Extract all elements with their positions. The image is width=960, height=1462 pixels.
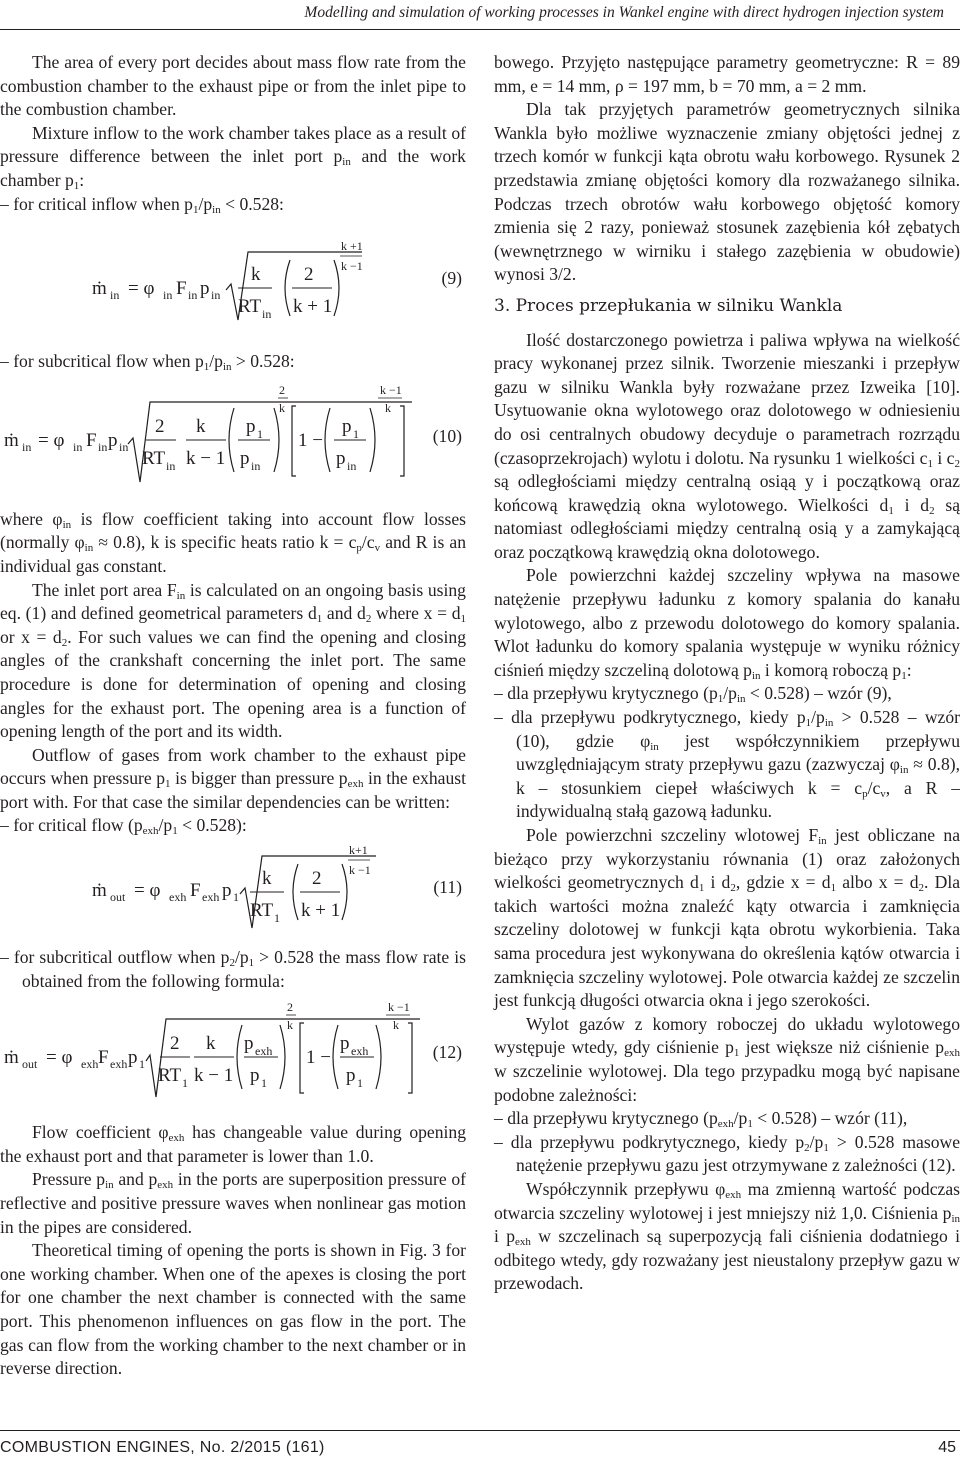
section-heading: 3. Proces przepłukania w silniku Wankla	[494, 295, 843, 316]
svg-text:k: k	[393, 1018, 399, 1033]
svg-text:p: p	[128, 1047, 138, 1069]
svg-text:ṁ: ṁ	[92, 278, 107, 300]
paragraph: Dla tak przyjętych parametrów geometrycznych silnika Wankla było możliwe wyznaczenie zmiany objętości jednej z trzech komór w funkcji kąta obrotu wału korbowego. Rysunek 2 przedstawia zmianę objętości komory dla rozważanego silnika. Podczas trzech obrotów wału korbowego objętość komory zmienia się 2 razy, ponieważ stosunek zazębienia kół zębatych (wewnętrznego w wirniku i stałego zazębienia w obudowie) wynosi 3/2.	[494, 99, 960, 285]
paragraph: bowego. Przyjęto następujące parametry geometryczne: R = 89 mm, e = 14 mm, ρ = 197 mm, b = 70 mm, a = 2 mm.	[494, 52, 960, 96]
svg-text:1: 1	[261, 1076, 267, 1091]
list-item: – for critical inflow when $p_1/p_{in} < 0.528$:	[0, 193, 284, 216]
svg-text:k+1: k+1	[349, 843, 368, 858]
svg-text:1: 1	[233, 890, 239, 905]
equation-number: (10)	[432, 425, 462, 446]
list-item: – dla przepływu krytycznego $(p_1/p_{in} < 0.528)$ – wzór (9),	[494, 683, 892, 706]
svg-text:k: k	[287, 1018, 293, 1033]
svg-text:exh: exh	[351, 1044, 369, 1059]
paragraph: Pole powierzchni szczeliny wlotowej $F_{in}$ jest obliczane na bieżąco przy wykorzystaniu równania (1) oraz założonych wielkości geometrycznych $d_1$ i $d_2$, gdzie $x = d_1$ albo $x = d_2$. Dla takich wartości można znaleźć kąty otwarcia i zamknięcia szczeliny dolotowej w funkcji kąta obrotu wykorbienia. Taka sama procedura jest wykonywana do określenia kątów otwarcia i zamknięcia szczeliny wylotowej. Pole otwarcia każdej ze szczelin jest funkcją długości otwarcia okna i jego szerokości.	[494, 825, 960, 1011]
svg-text:1: 1	[257, 426, 263, 441]
svg-text:ṁ: ṁ	[4, 429, 19, 451]
paragraph: where $\varphi_{in}$ is flow coefficient taking into account flow losses (normally $\varphi_{in} \approx 0.8$), k is specific heats ratio $k = c_p/c_v$ and R is an individual gas constant.	[0, 508, 467, 576]
svg-text:k − 1: k − 1	[194, 1065, 234, 1087]
list-item: – for subcritical flow when $p_1/p_{in} > 0.528$:	[0, 351, 295, 374]
paragraph: Outflow of gases from work chamber to the exhaust pipe occurs when pressure $p_1$ is bigger than pressure $p_{exh}$ in the exhaust port with. For that case the similar dependencies can be written:	[0, 744, 466, 812]
svg-text:RT: RT	[250, 900, 274, 922]
svg-text:F: F	[86, 429, 97, 451]
footer-rule	[0, 1430, 960, 1431]
svg-text:RT: RT	[142, 447, 166, 469]
equation-11-formula	[0, 842, 466, 934]
svg-text:in: in	[251, 458, 261, 473]
left-column	[0, 51, 466, 1381]
svg-text:2: 2	[304, 264, 314, 286]
svg-text:in: in	[262, 307, 272, 322]
svg-text:p: p	[200, 278, 210, 300]
svg-text:k: k	[385, 400, 391, 415]
svg-text:p: p	[246, 415, 256, 437]
svg-text:in: in	[347, 458, 357, 473]
svg-text:exh: exh	[169, 890, 187, 905]
svg-text:1: 1	[353, 426, 359, 441]
svg-text:2: 2	[312, 868, 322, 890]
svg-text:in: in	[119, 439, 129, 454]
page-number: 45	[938, 1439, 956, 1456]
running-header: Modelling and simulation of working processes in Wankel engine with direct hydrogen injection system	[304, 4, 944, 21]
svg-text:p: p	[342, 415, 352, 437]
paragraph: Pole powierzchni każdej szczeliny wpływa na masowe natężenie przepływu ładunku z komory spalania do kanału wylotowego, albo z przewodu dolotowego do komory spalania. Wlot ładunku do komory spalania występuje w wyniku różnicy ciśnień między szczeliną dolotową $p_{in}$ i komorą roboczą $p_1$:	[494, 565, 960, 682]
equation-10-formula	[0, 378, 466, 496]
svg-text:p: p	[250, 1065, 260, 1087]
equation-12-formula	[0, 997, 466, 1109]
svg-text:k: k	[196, 415, 206, 437]
paragraph: Pressure $p_{in}$ and $p_{exh}$ in the ports are superposition pressure of reflective and positive pressure waves when nonlinear gas motion in the pipes are considered.	[0, 1169, 467, 1237]
list-item: – for subcritical outflow when $p_2/p_1 > 0.528$ the mass flow rate is obtained from the following formula:	[0, 947, 466, 991]
svg-text:in: in	[110, 288, 120, 303]
svg-text:RT: RT	[238, 296, 262, 318]
svg-text:2: 2	[155, 415, 165, 437]
svg-text:p: p	[240, 447, 250, 469]
equation-12	[0, 997, 466, 1109]
svg-text:1 −: 1 −	[298, 429, 323, 451]
svg-text:exh: exh	[202, 890, 220, 905]
svg-text:in: in	[163, 288, 173, 303]
svg-text:p: p	[108, 429, 118, 451]
svg-text:RT: RT	[158, 1065, 182, 1087]
equation-9-formula	[0, 220, 466, 338]
svg-text:in: in	[98, 439, 108, 454]
svg-text:k: k	[262, 868, 272, 890]
svg-text:in: in	[188, 288, 198, 303]
svg-text:1 −: 1 −	[306, 1047, 331, 1069]
svg-text:F: F	[176, 278, 187, 300]
equation-11	[0, 842, 466, 934]
svg-text:k −1: k −1	[388, 1000, 410, 1015]
paragraph: Mixture inflow to the work chamber takes place as a result of pressure difference between the inlet port $p_{in}$ and the work chamber $p_1$:	[0, 122, 466, 192]
svg-text:out: out	[22, 1057, 38, 1072]
right-column	[494, 51, 960, 1296]
svg-text:F: F	[190, 880, 201, 902]
equation-10	[0, 378, 466, 496]
svg-text:p: p	[346, 1065, 356, 1087]
svg-text:k −1: k −1	[349, 863, 371, 878]
svg-text:k − 1: k − 1	[186, 447, 226, 469]
equation-number: (9)	[441, 268, 462, 289]
svg-text:in: in	[73, 439, 83, 454]
svg-text:1: 1	[274, 911, 280, 926]
paragraph: Ilość dostarczonego powietrza i paliwa wpływa na wielkość pracy wykonanej przez silnik. Tworzenie mieszanki i przepływ gazu w silniku Wankla były rozważane przez Izweika [10]. Usytuowanie okna wylotowego oraz dolotowego w odniesieniu do osi centralnych obudowy decyduje o parametrach rozrządu (czasoprzekrojach) wylotu i dolotu. Na rysunku 1 wielkości $c_1$ i $c_2$ są odległościami między centralną osiąą y i początkową oraz końcową krawędzią okna wylotowego. Wielkości $d_1$ i $d_2$ są natomiast odległościami między centralną osią y a zamykającą oraz początkową krawędzią okna dolotowego.	[494, 329, 960, 562]
list-item: – dla przepływu krytycznego $(p_{exh}/p_1 < 0.528)$ – wzór (11),	[494, 1108, 908, 1131]
paragraph: Theoretical timing of opening the ports is shown in Fig. 3 for one working chamber. When one of the apexes is closing the port for one chamber the next chamber is connected with the same port. This phenomenon influences on gas flow in the port. The gas can flow from the working chamber to the next chamber or in reverse direction.	[0, 1240, 466, 1379]
equation-9	[0, 220, 466, 338]
svg-text:in: in	[211, 288, 221, 303]
list-item: – dla przepływu podkrytycznego, kiedy $p_1/p_{in} > 0.528$ – wzór (10), gdzie $\varphi_{in}$ jest współczynnikiem przepływu uwzględniającym straty przepływu gazu (zazwyczaj $\varphi_{in} \approx 0.8$), k – stosunkiem ciepeł właściwych $k = c_p/c_v$, a R – indywidualną stałą gazową ładunku.	[494, 707, 960, 822]
svg-text:k +1: k +1	[341, 239, 363, 254]
svg-text:= φ: = φ	[38, 429, 65, 451]
svg-text:p: p	[222, 880, 232, 902]
svg-text:2: 2	[170, 1033, 180, 1055]
svg-text:1: 1	[182, 1076, 188, 1091]
svg-text:= φ: = φ	[128, 278, 155, 300]
paragraph: Flow coefficient $\varphi_{exh}$ has changeable value during opening the exhaust port and that parameter is lower than 1.0.	[0, 1122, 467, 1166]
svg-text:p: p	[336, 447, 346, 469]
svg-text:2: 2	[287, 1000, 293, 1015]
svg-text:k: k	[206, 1033, 216, 1055]
svg-text:ṁ: ṁ	[92, 880, 107, 902]
svg-text:in: in	[22, 439, 32, 454]
svg-text:exh: exh	[110, 1057, 128, 1072]
paragraph: The inlet port area $F_{in}$ is calculated on an ongoing basis using eq. (1) and defined geometrical parameters $d_1$ and $d_2$ where $x = d_1$ or $x = d_2$. For such values we can find the opening and closing angles of the crankshaft concerning the inlet port. The same procedure is done for determination of opening and closing angles for the exhaust port. The opening area is a function of opening length of the port and its width.	[0, 579, 467, 742]
svg-text:k −1: k −1	[380, 382, 402, 397]
journal-footer: COMBUSTION ENGINES, No. 2/2015 (161)	[0, 1439, 325, 1456]
svg-text:1: 1	[139, 1057, 145, 1072]
svg-text:k + 1: k + 1	[301, 900, 341, 922]
svg-text:out: out	[110, 890, 126, 905]
svg-text:2: 2	[279, 382, 285, 397]
paragraph: The area of every port decides about mass flow rate from the combustion chamber to the exhaust pipe or from the inlet pipe to the combustion chamber.	[0, 52, 466, 120]
svg-text:k −1: k −1	[341, 259, 363, 274]
svg-text:exh: exh	[255, 1044, 273, 1059]
svg-text:p: p	[244, 1033, 254, 1055]
header-rule	[0, 29, 960, 30]
svg-text:= φ: = φ	[134, 880, 161, 902]
svg-text:p: p	[340, 1033, 350, 1055]
list-item: – dla przepływu podkrytycznego, kiedy $p_2/p_1 > 0.528$ masowe natężenie przepływu gazu jest otrzymywane z zależności (12).	[494, 1131, 960, 1176]
paragraph: Współczynnik przepływu $\varphi_{exh}$ ma zmienną wartość podczas otwarcia szczeliny wylotowej i jest mniejszy niż 1,0. Ciśnienia $p_{in}$ i $p_{exh}$ w szczelinach są superpozycją fali ciśnienia dodatniego i odbitego wtedy, gdy rozważany jest nieustalony przepływ gazu w przewodach.	[494, 1178, 960, 1294]
svg-text:exh: exh	[81, 1057, 99, 1072]
equation-number: (11)	[433, 877, 462, 898]
list-item: – for critical flow $(p_{exh}/p_1 < 0.528)$:	[0, 815, 247, 838]
svg-text:in: in	[166, 458, 176, 473]
svg-text:= φ: = φ	[46, 1047, 73, 1069]
svg-text:k + 1: k + 1	[293, 296, 333, 318]
equation-number: (12)	[432, 1042, 462, 1063]
svg-text:k: k	[279, 400, 285, 415]
svg-text:ṁ: ṁ	[4, 1047, 19, 1069]
svg-text:F: F	[98, 1047, 109, 1069]
svg-text:1: 1	[357, 1076, 363, 1091]
svg-text:k: k	[251, 264, 261, 286]
paragraph: Wylot gazów z komory roboczej do układu wylotowego występuje wtedy, gdy ciśnienie $p_1$ jest większe niż ciśnienie $p_{exh}$ w szczelinie wylotowej. Dla tego przypadku mogą być napisane podobne zależności:	[494, 1013, 960, 1105]
